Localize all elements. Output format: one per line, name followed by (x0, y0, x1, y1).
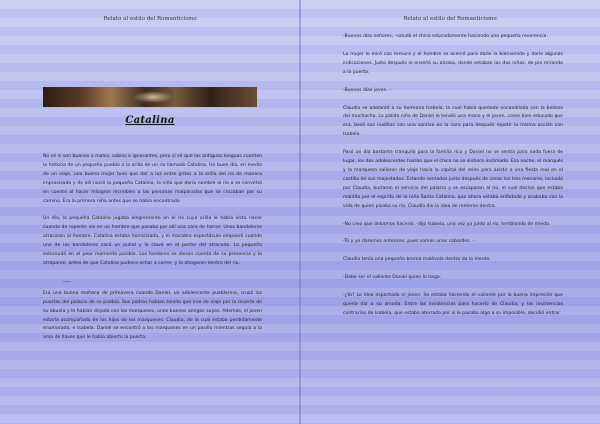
banner-highlight (133, 91, 173, 103)
paragraph: -Debe ser el valiente Daniel quien lo haga. (343, 275, 442, 281)
paragraph: -¿Yo? Lo idea espantada el joven. Se estaba haciendo el valiente por la buena impresión que quería dar a su amada. Entre las insistencias para hacerlo de Claudia, y las insistencias contrarias de Isabela, que estaba aterrada por si le pasaba algo a su imposible, decidió entrar. (343, 293, 563, 316)
paragraph: -Buenos días joven. - (343, 87, 391, 93)
running-head-left: Relato al estilo del Romanticismo (103, 16, 197, 22)
paragraph: Un día, la pequeña Catalina jugaba alegremente en el río cuya orilla le había visto nacer cuando de repente vio en un hombre que pasaba por allí una cara de horror. Unos bandoleros atracaron al hombre. Catalina estaba horrorizada, y el macabro espectáculo empeoró cuando uno de los bandoleros sacó un puñal y lo clavó en el pecho del atracado. La pequeña estornudó en el peor momento posible. Los hombres se dieron cuenta de su presencia y la atraparon, antes de que Catalina pudiera echar a correr, y la ahogaron dentro del río. (43, 216, 262, 266)
right-page (300, 0, 600, 424)
left-text-column (43, 153, 262, 352)
paragraph: No sé si son buenos o malos, sabios o ignorantes, pero sí sé que las antiguas lenguas cuentan la historia de un pequeño pueblo a la orilla de un río llamado Catalina. Un buen día, en medio de un viaje, una buena mujer tuvo que dar a luz entre gritos a la orilla del río de manera improvisada y de allí nació la pequeña Catalina, la niña que daría nombre al río o se convirtió en cuento al hacer milagros increíbles a las personas malparadas que se cruzaban por su camino. Era la primera niña antes que se había encontrado. (43, 154, 262, 204)
section-separator: ___ (63, 275, 71, 282)
running-head-right: Relato al estilo del Romanticismo (403, 16, 497, 22)
paragraph: Pasó un día bastante tranquilo para la familia rica y Daniel no se sentía para nada fuera de lugar, los dos adolescentes hacían que el chico no se sintiera incómodo. Esa noche, el marqués y la marquesa salieron de viaje hacia la capital del reino para asistir a una fiesta real en el castillo de sus majestades. Estando sentados justo después de cenar los tres menores, incluido por Claudia, burlaron el servicio del palacio y se escaparon al río, el cual decían que estaba maldito por el espíritu de la niña Santa Catalina, que ahora estaba enfadado y acababa con la vida de quien pisaba su río. Claudia dio la idea de meterse dentro. (343, 150, 564, 209)
paragraph: -No creo que debamos hacerlo. -dijo Isabela, una vez ya junto al río, temblando de miedo. (343, 221, 551, 227)
paragraph: -Buenos días señores, -saludó el chico educadamente haciendo una pequeña reverencia. (343, 34, 548, 39)
paragraph: Claudia se adelantó a su hermana Isabela, la cual había quedado encandilada con la belleza del muchacho. La pálida niña de Daniel le tendió una mano y el joven, como bien educado que era, besó sus nudillos con una sonrisa en la cara para después repetir la misma acción con Isabela. (343, 105, 563, 138)
story-title: Catalina (125, 115, 175, 126)
paragraph: -Tú y yo daremos entonces, pues somos unas cobardes. - (343, 239, 475, 245)
paragraph: La mujer lo miró con ternura y el hombre se acercó para darle la bienvenida y darle algunas indicaciones. Justo después le enseñó su alcoba, donde estaban las dos niñas, de pie mirando a la puerta. (343, 51, 563, 75)
paragraph: Era una buena mañana de primavera cuando Daniel, un adolescente pueblerino, cruzó las puertas del palacio de su pueblo. Sus padres habían tenido que irse de viaje por la muerte de su abuela y le habían dejado con los marqueses, unos buenos amigos suyos. Además, el joven estaría acompañado de los hijos de los marqueses: Claudia, de la cual estaba perdidamente enamorado, e Isabela. Daniel se encontró a los marqueses en un pasillo mientras seguía a la ama de llaves que le había abierto la puerta. (43, 290, 262, 341)
paragraph: Claudia tenía una pequeña broma malévola dentro de la mente. (343, 257, 491, 263)
right-text-column (343, 33, 563, 328)
header-banner-image (43, 87, 257, 107)
